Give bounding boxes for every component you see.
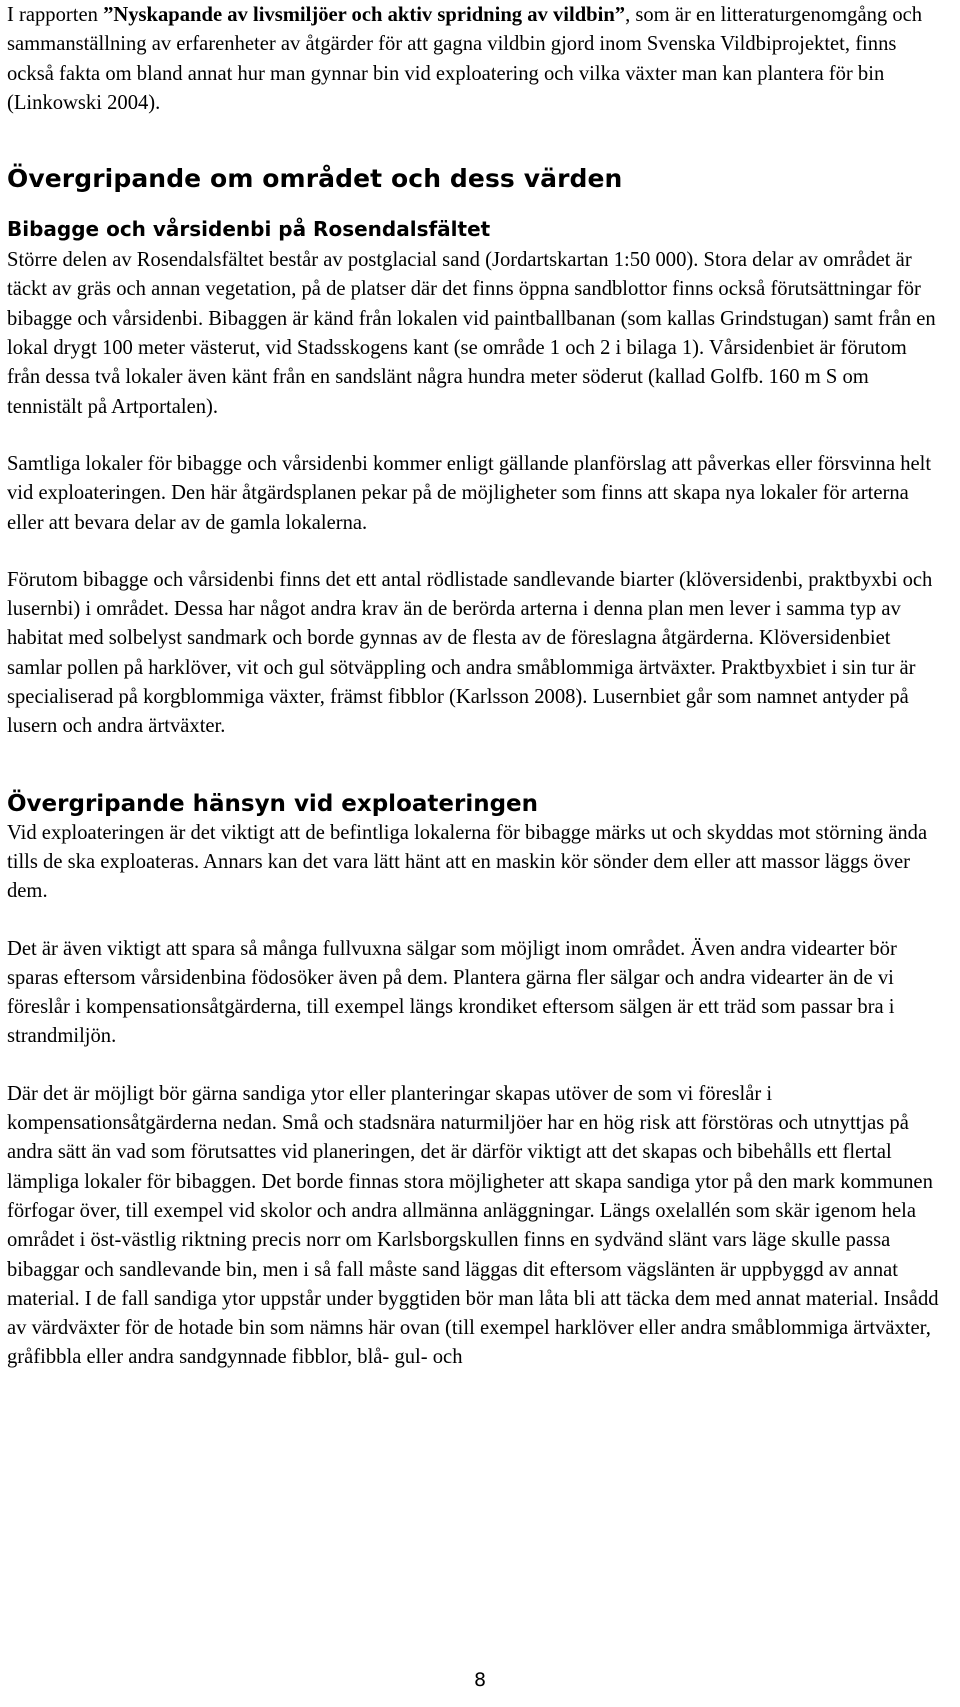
document-body [7, 1, 939, 1373]
section-heading-exploitation: Övergripande hänsyn vid exploateringen [7, 790, 539, 817]
intro-paragraph [7, 1, 939, 118]
report-title: ”Nyskapande av livsmiljöer och aktiv spridning av vildbin” [103, 4, 626, 26]
paragraph-planned-impact: Samtliga lokaler för bibagge och vårsidenbi kommer enligt gällande planförslag att påverkas eller försvinna helt vid exploateringen. Den här åtgärdsplanen pekar på de möjligheter som finns att skapa nya lokaler för arterna eller att bevara delar av de gamla lokalerna. [7, 452, 932, 534]
paragraph-sandy-areas: Där det är möjligt bör gärna sandiga ytor eller planteringar skapas utöver de som vi föreslår i kompensationsåtgärderna nedan. Små och stadsnära naturmiljöer har en hög risk att förstöras och utnyttjas på andra sätt än vad som förutsattes vid planeringen, det är därför viktigt att det skapas och bibehålls ett flertal lämpliga lokaler för bibaggen. Det borde finnas stora möjligheter att skapa sandiga ytor på den mark kommunen förfogar över, till exempel vid skolor och andra allmänna anläggningar. Längs oxelallén som skär igenom hela området i öst-västlig riktning precis norr om Karlsborgskullen finns en sydvänd slänt vars läge skulle passa bibaggar och sandlevande bin, men i så fall måste sand läggas dit eftersom vägslänten är uppbyggd av annat material. I de fall sandiga ytor uppstår under byggtiden bör man låta bli att täcka dem med annat material. Insådd av värdväxter för de hotade bin som nämns här ovan (till exempel harklöver eller andra småblommiga ärtväxter, gråfibbla eller andra sandgynnade fibblor, blå- gul- och [7, 1082, 939, 1369]
page-number: 8 [473, 1669, 487, 1691]
intro-text-pre: I rapporten [7, 4, 104, 26]
paragraph-protect-localities: Vid exploateringen är det viktigt att de befintliga lokalerna för bibagge märks ut och skyddas mot störning ända tills de ska exploateras. Annars kan det vara lätt hänt att en maskin kör sönder dem eller att massor läggs över dem. [7, 821, 928, 903]
paragraph-sand-area: Större delen av Rosendalsfältet består av postglacial sand (Jordartskartan 1:50 000). Stora delar av området är täckt av gräs och annan vegetation, på de platser där det finns öppna sandblottor finns också förutsättningar för bibagge och vårsidenbi. Bibaggen är känd från lokalen vid paintballbanan (som kallas Grindstugan) samt från en lokal drygt 100 meter västerut, vid Stadsskogens kant (se område 1 och 2 i bilaga 1). Vårsidenbiet är förutom från dessa två lokaler även känt från en sandslänt några hundra meter söderut (kallad Golfb. 160 m S om tennistält på Artportalen). [7, 249, 936, 418]
paragraph-redlisted-species: Förutom bibagge och vårsidenbi finns det ett antal rödlistade sandlevande biarter (klöversidenbi, praktbyxbi och lusernbi) i området. Dessa har något andra krav än de berörda arterna i denna plan men lever i samma typ av habitat med solbelyst sandmark och borde gynnas av de flesta av de föreslagna åtgärderna. Klöversidenbiet samlar pollen på harklöver, vit och gul sötväppling och andra småblommiga ärtväxter. Praktbyxbiet i sin tur är specialiserad på korgblommiga växter, främst fibblor (Karlsson 2008). Lusernbiet går som namnet antyder på lusern och andra ärtväxter. [7, 568, 933, 738]
paragraph-save-willows: Det är även viktigt att spara så många fullvuxna sälgar som möjligt inom området. Även andra videarter bör sparas eftersom vårsidenbina födosöker även på dem. Plantera gärna fler sälgar och andra videarter än de vi föreslår i kompensationsåtgärderna, till exempel längs krondiket eftersom sälgen är ett träd som passar bra i strandmiljön. [7, 937, 897, 1048]
intro-text-post: , som är en litteraturgenomgång och sammanställning av erfarenheter av åtgärder för att gagna vildbin gjord inom Svenska Vildbiprojektet, finns också fakta om bland annat hur man gynnar bin vid exploatering och vilka växter man kan plantera för bin (Linkowski 2004). [7, 4, 923, 114]
section-heading-area-values: Övergripande om området och dess värden [7, 164, 623, 194]
subheading-bibagge-varsidenbi: Bibagge och vårsidenbi på Rosendalsfältet [7, 217, 491, 242]
